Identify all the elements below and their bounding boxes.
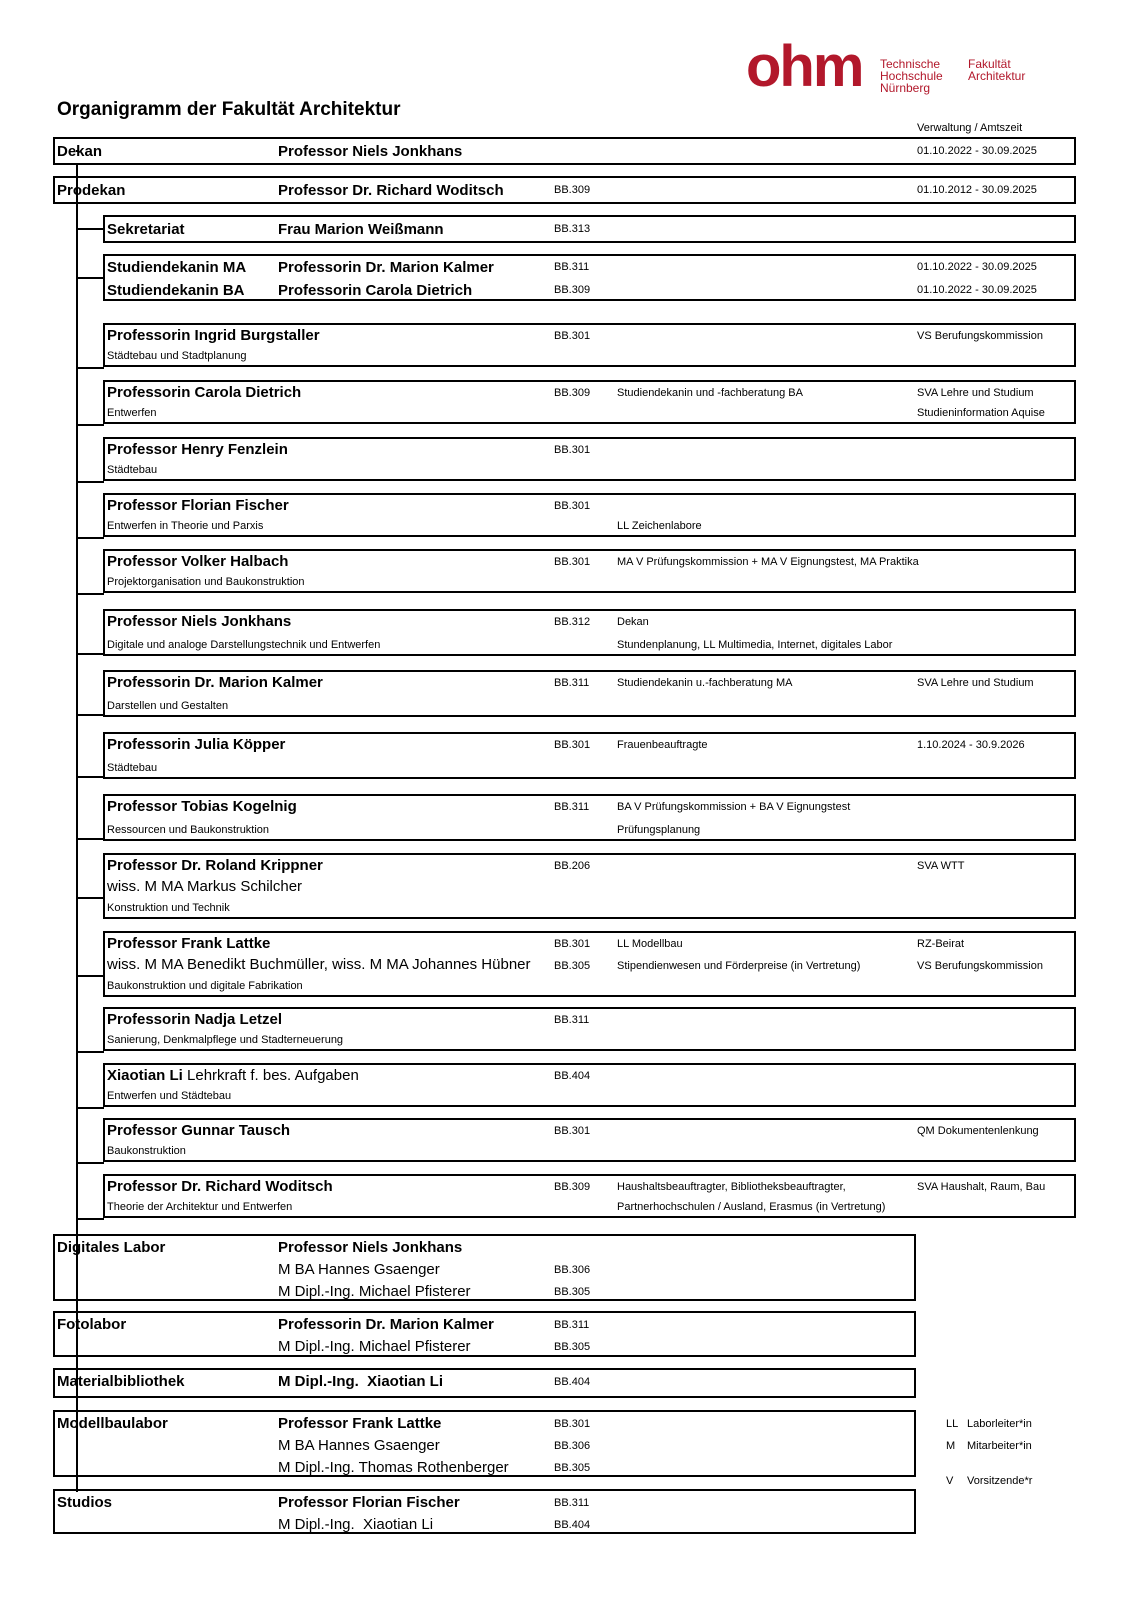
column-header-admin: Verwaltung / Amtszeit xyxy=(917,122,1023,134)
lab-member-room: BB.311 xyxy=(554,1497,590,1509)
lab-box xyxy=(53,1410,916,1477)
professor-name: Professor Dr. Roland Krippner xyxy=(107,857,323,874)
professor-room: BB.312 xyxy=(554,616,591,628)
professor-name: Professorin Ingrid Burgstaller xyxy=(107,327,320,344)
professor-role: MA V Prüfungskommission + MA V Eignungstest, MA Praktika xyxy=(617,556,919,568)
professor-name: Professorin Julia Köpper xyxy=(107,736,286,753)
professor-role: LL Zeichenlabore xyxy=(617,520,702,532)
professor-box xyxy=(103,670,1076,717)
professor-role: Studiendekanin u.-fachberatung MA xyxy=(617,677,793,689)
lab-member-room: BB.305 xyxy=(554,1286,591,1298)
professor-subject: Projektorganisation und Baukonstruktion xyxy=(107,576,305,588)
studiendekanin-ba-label: Studiendekanin BA xyxy=(107,282,245,299)
tree-branch-line xyxy=(76,1107,104,1109)
professor-admin: SVA Lehre und Studium xyxy=(917,677,1034,689)
tree-branch-line xyxy=(76,424,104,426)
professor-box xyxy=(103,1007,1076,1051)
professor-room: BB.301 xyxy=(554,500,591,512)
professor-title-suffix: Lehrkraft f. bes. Aufgaben xyxy=(182,1067,359,1084)
lab-label: Studios xyxy=(57,1494,112,1511)
lab-box xyxy=(53,1234,916,1301)
professor-box xyxy=(103,437,1076,481)
sekretariat-name: Frau Marion Weißmann xyxy=(278,221,444,238)
professor-room: BB.311 xyxy=(554,1014,590,1026)
tree-branch-line xyxy=(76,481,104,483)
lab-label: Fotolabor xyxy=(57,1316,127,1333)
lab-member-room: BB.404 xyxy=(554,1376,591,1388)
tree-branch-line xyxy=(76,897,104,899)
professor-admin: 1.10.2024 - 30.9.2026 xyxy=(917,739,1025,751)
professor-room: BB.305 xyxy=(554,960,591,972)
lab-member-room: BB.305 xyxy=(554,1341,591,1353)
tree-branch-line xyxy=(76,367,104,369)
lab-member-name: Professor Frank Lattke xyxy=(278,1415,442,1432)
legend-abbr: V xyxy=(946,1475,954,1487)
professor-room: BB.404 xyxy=(554,1070,591,1082)
professor-staff: wiss. M MA Benedikt Buchmüller, wiss. M MA Johannes Hübner xyxy=(107,956,531,973)
professor-subject: Sanierung, Denkmalpflege und Stadterneuerung xyxy=(107,1034,344,1046)
dekan-label: Dekan xyxy=(57,143,103,160)
tree-branch-line xyxy=(76,277,104,279)
studiendekanin-ma-term: 01.10.2022 - 30.09.2025 xyxy=(917,261,1037,273)
professor-subject: Darstellen und Gestalten xyxy=(107,700,229,712)
professor-subject: Theorie der Architektur und Entwerfen xyxy=(107,1201,293,1213)
tree-branch-line xyxy=(76,776,104,778)
professor-role: Stipendienwesen und Förderpreise (in Vertretung) xyxy=(617,960,861,972)
tree-branch-line xyxy=(76,537,104,539)
professor-name: Professorin Nadja Letzel xyxy=(107,1011,283,1028)
professor-box xyxy=(103,853,1076,919)
page-title: Organigramm der Fakultät Architektur xyxy=(57,99,401,120)
professor-admin: VS Berufungskommission xyxy=(917,330,1043,342)
legend-text: Mitarbeiter*in xyxy=(967,1440,1032,1452)
professor-admin: RZ-Beirat xyxy=(917,938,965,950)
lab-label: Digitales Labor xyxy=(57,1239,166,1256)
dekan-term: 01.10.2022 - 30.09.2025 xyxy=(917,145,1037,157)
logo-school-text: Technische Hochschule Nürnberg xyxy=(880,57,943,95)
professor-subject: Digitale und analoge Darstellungstechnik und Entwerfen xyxy=(107,639,381,651)
lab-label: Modellbaulabor xyxy=(57,1415,168,1432)
professor-room: BB.309 xyxy=(554,1181,591,1193)
professor-room: BB.301 xyxy=(554,556,591,568)
prodekan-box xyxy=(53,176,1076,204)
lab-member-name: Professor Niels Jonkhans xyxy=(278,1239,463,1256)
professor-name: Professor Niels Jonkhans xyxy=(107,613,292,630)
tree-branch-line xyxy=(76,975,104,977)
professor-subject: Städtebau xyxy=(107,762,158,774)
lab-member-name: M Dipl.-Ing. Xiaotian Li xyxy=(278,1373,443,1390)
lab-member-room: BB.305 xyxy=(554,1462,591,1474)
lab-member-room: BB.404 xyxy=(554,1519,591,1531)
studiendekane-box xyxy=(103,254,1076,301)
professor-role: BA V Prüfungskommission + BA V Eignungstest xyxy=(617,801,851,813)
professor-name: Professor Gunnar Tausch xyxy=(107,1122,291,1139)
professor-subject: Konstruktion und Technik xyxy=(107,902,230,914)
professor-name: Professorin Dr. Marion Kalmer xyxy=(107,674,323,691)
lab-member-name: M BA Hannes Gsaenger xyxy=(278,1261,440,1278)
lab-member-room: BB.311 xyxy=(554,1319,590,1331)
dekan-box xyxy=(53,137,1076,165)
lab-member-room: BB.306 xyxy=(554,1264,591,1276)
lab-member-room: BB.306 xyxy=(554,1440,591,1452)
lab-box xyxy=(53,1368,916,1398)
professor-admin: Studieninformation Aquise xyxy=(917,407,1045,419)
professor-box xyxy=(103,1118,1076,1162)
lab-member-name: M Dipl.-Ing. Xiaotian Li xyxy=(278,1516,434,1533)
legend-text: Laborleiter*in xyxy=(967,1418,1032,1430)
studiendekanin-ba-name: Professorin Carola Dietrich xyxy=(278,282,473,299)
professor-name: Professor Tobias Kogelnig xyxy=(107,798,297,815)
professor-subject: Städtebau und Stadtplanung xyxy=(107,350,247,362)
professor-role: LL Modellbau xyxy=(617,938,683,950)
dekan-name: Professor Niels Jonkhans xyxy=(278,143,463,160)
professor-box xyxy=(103,732,1076,779)
legend-abbr: LL xyxy=(946,1418,959,1430)
studiendekanin-ma-name: Professorin Dr. Marion Kalmer xyxy=(278,259,494,276)
professor-box xyxy=(103,493,1076,537)
professor-role: Frauenbeauftragte xyxy=(617,739,708,751)
professor-name: Professor Frank Lattke xyxy=(107,935,271,952)
professor-name: Professor Henry Fenzlein xyxy=(107,441,288,458)
tree-branch-line xyxy=(76,838,104,840)
professor-box xyxy=(103,931,1076,997)
sekretariat-label: Sekretariat xyxy=(107,221,185,238)
lab-box xyxy=(53,1311,916,1357)
professor-admin: SVA WTT xyxy=(917,860,965,872)
professor-role: Dekan xyxy=(617,616,649,628)
professor-name: Professorin Carola Dietrich xyxy=(107,384,302,401)
lab-member-name: M Dipl.-Ing. Thomas Rothenberger xyxy=(278,1459,509,1476)
professor-subject: Entwerfen und Städtebau xyxy=(107,1090,232,1102)
professor-role: Partnerhochschulen / Ausland, Erasmus (in Vertretung) xyxy=(617,1201,886,1213)
professor-box xyxy=(103,323,1076,367)
professor-subject: Entwerfen in Theorie und Parxis xyxy=(107,520,264,532)
sekretariat-room: BB.313 xyxy=(554,223,591,235)
prodekan-label: Prodekan xyxy=(57,182,126,199)
professor-admin: SVA Lehre und Studium xyxy=(917,387,1034,399)
lab-member-name: Professorin Dr. Marion Kalmer xyxy=(278,1316,494,1333)
professor-box xyxy=(103,380,1076,424)
professor-room: BB.301 xyxy=(554,1125,591,1137)
professor-box xyxy=(103,1174,1076,1218)
professor-box xyxy=(103,794,1076,841)
professor-room: BB.309 xyxy=(554,387,591,399)
sekretariat-box xyxy=(103,215,1076,243)
tree-branch-line xyxy=(76,593,104,595)
professor-staff: wiss. M MA Markus Schilcher xyxy=(107,878,303,895)
professor-role: Studiendekanin und -fachberatung BA xyxy=(617,387,803,399)
prodekan-term: 01.10.2012 - 30.09.2025 xyxy=(917,184,1037,196)
studiendekanin-ba-room: BB.309 xyxy=(554,284,591,296)
prodekan-room: BB.309 xyxy=(554,184,591,196)
professor-room: BB.301 xyxy=(554,739,591,751)
professor-room: BB.301 xyxy=(554,330,591,342)
tree-branch-line xyxy=(76,1051,104,1053)
lab-member-name: M BA Hannes Gsaenger xyxy=(278,1437,440,1454)
professor-name: Professor Florian Fischer xyxy=(107,497,289,514)
tree-branch-line xyxy=(76,653,104,655)
professor-subject: Städtebau xyxy=(107,464,158,476)
professor-admin: VS Berufungskommission xyxy=(917,960,1043,972)
professor-role: Prüfungsplanung xyxy=(617,824,701,836)
tree-branch-line xyxy=(76,714,104,716)
professor-role: Stundenplanung, LL Multimedia, Internet, digitales Labor xyxy=(617,639,893,651)
tree-branch-line xyxy=(76,1162,104,1164)
professor-admin: QM Dokumentenlenkung xyxy=(917,1125,1039,1137)
studiendekanin-ba-term: 01.10.2022 - 30.09.2025 xyxy=(917,284,1037,296)
professor-box xyxy=(103,609,1076,656)
tree-branch-line xyxy=(76,1218,104,1220)
professor-box xyxy=(103,1063,1076,1107)
professor-room: BB.311 xyxy=(554,677,590,689)
legend-text: Vorsitzende*r xyxy=(967,1475,1033,1487)
ohm-logo-mark: ohm xyxy=(746,34,863,99)
professor-admin: SVA Haushalt, Raum, Bau xyxy=(917,1181,1046,1193)
lab-box xyxy=(53,1489,916,1534)
professor-room: BB.301 xyxy=(554,444,591,456)
professor-box xyxy=(103,549,1076,593)
legend-abbr: M xyxy=(946,1440,956,1452)
professor-subject: Ressourcen und Baukonstruktion xyxy=(107,824,270,836)
lab-label: Materialbibliothek xyxy=(57,1373,185,1390)
professor-role: Haushaltsbeauftragter, Bibliotheksbeauftragter, xyxy=(617,1181,846,1193)
professor-subject: Entwerfen xyxy=(107,407,157,419)
prodekan-name: Professor Dr. Richard Woditsch xyxy=(278,182,504,199)
studiendekanin-ma-label: Studiendekanin MA xyxy=(107,259,247,276)
tree-branch-line xyxy=(76,228,104,230)
studiendekanin-ma-room: BB.311 xyxy=(554,261,590,273)
lab-member-name: M Dipl.-Ing. Michael Pfisterer xyxy=(278,1338,471,1355)
professor-room: BB.311 xyxy=(554,801,590,813)
professor-name: Xiaotian Li xyxy=(107,1067,183,1084)
professor-name-line xyxy=(107,1067,359,1085)
professor-room: BB.206 xyxy=(554,860,591,872)
professor-room: BB.301 xyxy=(554,938,591,950)
professor-subject: Baukonstruktion und digitale Fabrikation xyxy=(107,980,303,992)
lab-member-room: BB.301 xyxy=(554,1418,591,1430)
lab-member-name: M Dipl.-Ing. Michael Pfisterer xyxy=(278,1283,471,1300)
professor-name: Professor Dr. Richard Woditsch xyxy=(107,1178,333,1195)
professor-subject: Baukonstruktion xyxy=(107,1145,186,1157)
logo-faculty-text: Fakultät Architektur xyxy=(968,57,1026,83)
lab-member-name: Professor Florian Fischer xyxy=(278,1494,460,1511)
professor-name: Professor Volker Halbach xyxy=(107,553,289,570)
